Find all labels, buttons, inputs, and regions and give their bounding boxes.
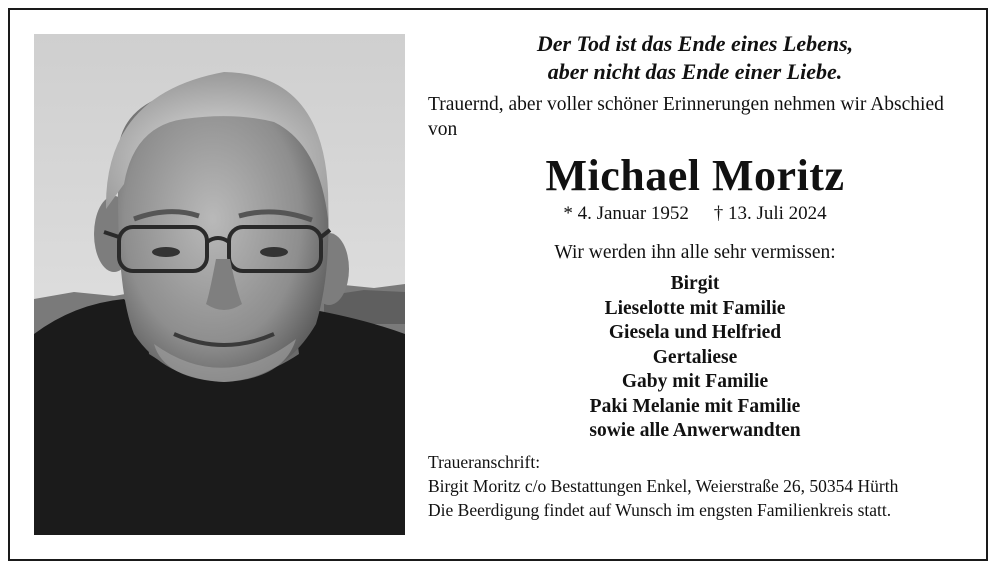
death-date: † 13. Juli 2024 bbox=[713, 203, 827, 224]
mourner: Paki Melanie mit Familie bbox=[589, 395, 801, 417]
motto-line-2: aber nicht das Ende einer Liebe. bbox=[547, 59, 843, 84]
obituary-text bbox=[425, 30, 965, 522]
mourner: Gaby mit Familie bbox=[621, 371, 769, 392]
motto bbox=[425, 30, 965, 86]
mourner: Giesela und Helfried bbox=[608, 322, 782, 343]
motto-line-1: Der Tod ist das Ende eines Lebens, bbox=[536, 31, 854, 56]
address-label: Traueranschrift: bbox=[428, 451, 541, 472]
miss-text: Wir werden ihn alle sehr vermissen: bbox=[554, 242, 836, 263]
mourners-list bbox=[425, 272, 965, 444]
intro-text: Trauernd, aber voller schöner Erinnerungen nehmen wir Abschied von bbox=[428, 94, 944, 140]
birth-date: * 4. Januar 1952 bbox=[563, 203, 689, 224]
mourner: Birgit bbox=[670, 273, 720, 294]
footer bbox=[428, 450, 965, 522]
life-dates bbox=[425, 202, 965, 226]
deceased-name: Michael Moritz bbox=[545, 151, 845, 200]
address: Birgit Moritz c/o Bestattungen Enkel, Weierstraße 26, 50354 Hürth bbox=[428, 475, 899, 496]
funeral-note: Die Beerdigung findet auf Wunsch im engsten Familienkreis statt. bbox=[428, 499, 892, 520]
mourner: Gertaliese bbox=[652, 346, 738, 368]
portrait-photo bbox=[34, 34, 405, 535]
mourner: sowie alle Anwerwandten bbox=[589, 420, 801, 441]
mourner: Lieselotte mit Familie bbox=[604, 297, 786, 319]
